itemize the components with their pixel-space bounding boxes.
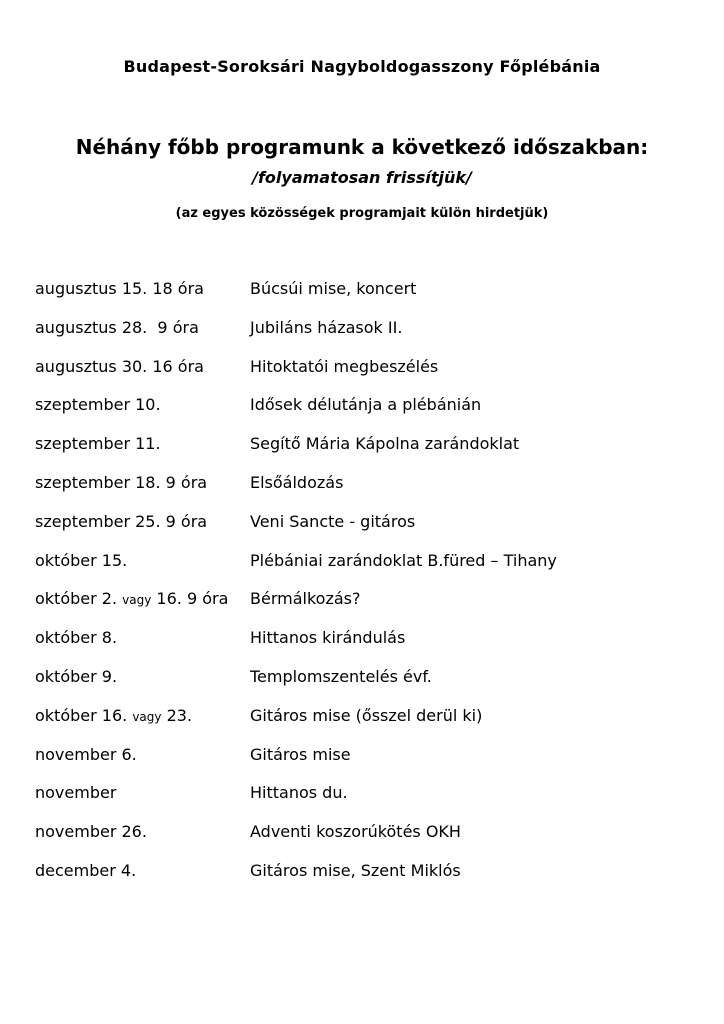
schedule-event: Templomszentelés évf. (250, 666, 432, 686)
schedule-event: Búcsúi mise, koncert (250, 279, 417, 298)
schedule-date: október 8. (35, 628, 118, 648)
parish-name: Budapest-Soroksári Nagyboldogasszony Főplébánia (123, 57, 601, 76)
schedule-event: Jubiláns házasok II. (250, 317, 403, 337)
schedule-date: augusztus 15. 18 óra (35, 279, 204, 298)
note-text: (az egyes közösségek programjait külön hirdetjük) (175, 206, 549, 221)
schedule-date: szeptember 18. 9 óra (35, 472, 208, 492)
subtitle: /folyamatosan frissítjük/ (252, 168, 472, 187)
schedule-date: november (35, 783, 117, 803)
schedule-row (35, 783, 715, 822)
schedule-date: augusztus 30. 16 óra (35, 356, 204, 376)
schedule-list (35, 279, 715, 900)
schedule-row (35, 551, 715, 590)
schedule-event: Gitáros mise (ősszel derül ki) (250, 705, 483, 725)
schedule-event: Idősek délutánja a plébánián (250, 395, 482, 415)
schedule-row (35, 395, 715, 434)
schedule-date: szeptember 25. 9 óra (35, 511, 208, 531)
schedule-date-part: október 2. (35, 589, 123, 609)
schedule-date-part: 16. 9 óra (151, 589, 229, 609)
schedule-date-alternative: vagy (122, 593, 152, 608)
schedule-row (35, 861, 715, 900)
schedule-date: szeptember 10. (35, 395, 161, 415)
schedule-row (35, 473, 715, 512)
schedule-date: szeptember 11. (35, 434, 161, 454)
schedule-row (35, 357, 715, 396)
schedule-event: Segítő Mária Kápolna zarándoklat (250, 434, 520, 454)
schedule-event: Hittanos kirándulás (250, 628, 406, 648)
schedule-date (35, 706, 192, 725)
schedule-date: november 26. (35, 822, 147, 842)
schedule-date: december 4. (35, 860, 137, 880)
schedule-row (35, 667, 715, 706)
schedule-event: Hittanos du. (250, 783, 348, 803)
schedule-date (35, 589, 228, 608)
schedule-row (35, 589, 715, 628)
schedule-event: Bérmálkozás? (250, 589, 361, 609)
schedule-event: Elsőáldozás (250, 472, 344, 492)
schedule-date-part: 23. (161, 705, 193, 725)
schedule-row (35, 279, 715, 318)
schedule-date: október 9. (35, 666, 118, 686)
schedule-date: október 15. (35, 550, 128, 570)
schedule-row (35, 628, 715, 667)
schedule-event: Adventi koszorúkötés OKH (250, 822, 461, 842)
schedule-event: Plébániai zarándoklat B.füred – Tihany (250, 550, 557, 570)
schedule-date-alternative: vagy (132, 709, 162, 724)
schedule-row (35, 706, 715, 745)
schedule-row (35, 822, 715, 861)
schedule-date: november 6. (35, 744, 137, 764)
schedule-date-part: október 16. (35, 705, 133, 725)
schedule-event: Gitáros mise, Szent Miklós (250, 860, 461, 880)
schedule-row (35, 745, 715, 784)
schedule-event: Veni Sancte - gitáros (250, 511, 416, 531)
schedule-date: augusztus 28. 9 óra (35, 317, 199, 337)
schedule-row (35, 434, 715, 473)
schedule-row (35, 318, 715, 357)
schedule-event: Gitáros mise (250, 744, 351, 764)
schedule-row (35, 512, 715, 551)
schedule-event: Hitoktatói megbeszélés (250, 356, 439, 376)
page-title: Néhány főbb programunk a következő időszakban: (75, 135, 649, 159)
